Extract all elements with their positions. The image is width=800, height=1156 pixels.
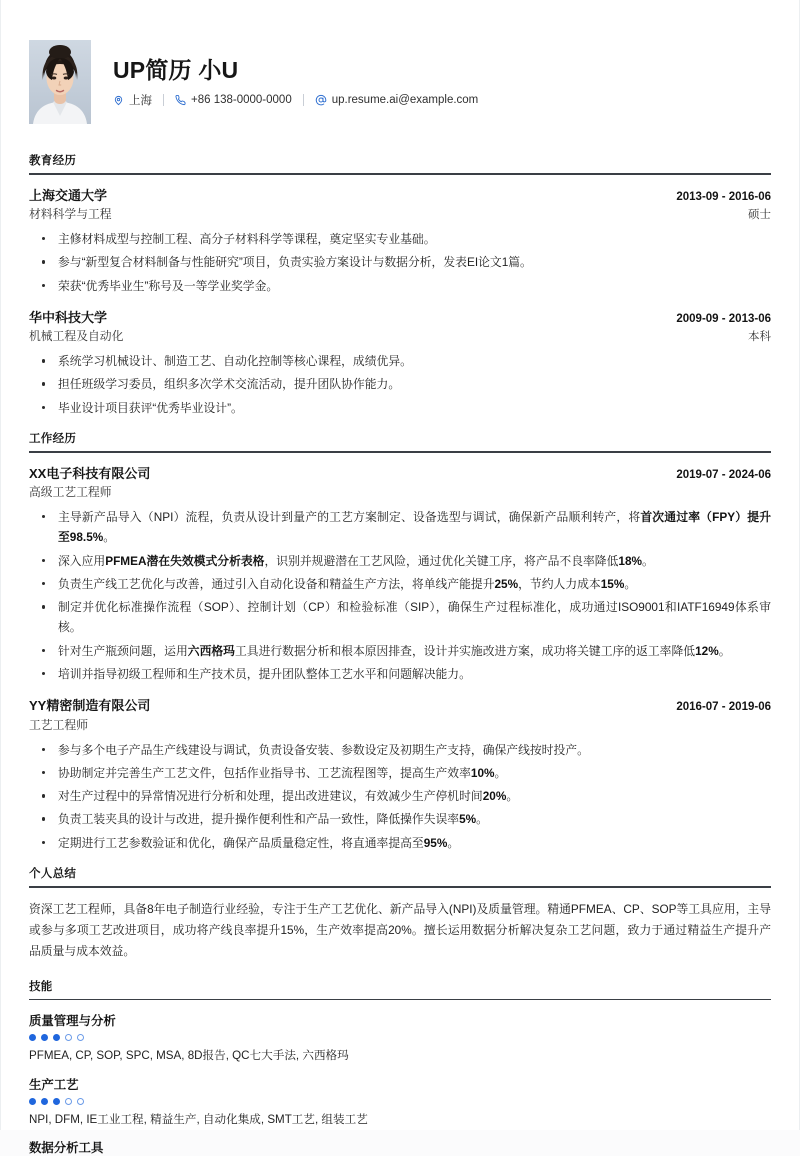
resume-header — [29, 0, 771, 146]
section-education — [29, 152, 771, 418]
list-item: 负责工装夹具的设计与改进，提升操作便利性和产品一致性，降低操作失误率5%。 — [29, 809, 771, 829]
education-entry — [29, 308, 771, 418]
contact-email — [315, 94, 479, 106]
list-item: 制定并优化标准操作流程（SOP）、控制计划（CP）和检验标准（SIP），确保生产过程标准化，成功通过ISO9001和IATF16949体系审核。 — [29, 597, 771, 638]
work-dates: 2016-07 - 2019-06 — [676, 701, 771, 714]
list-item: 深入应用PFMEA潜在失效模式分析表格，识别并规避潜在工艺风险，通过优化关键工序，将产品不良率降低18%。 — [29, 551, 771, 571]
education-entry — [29, 186, 771, 296]
education-degree: 本科 — [748, 331, 771, 344]
contact-list — [113, 92, 771, 108]
skill-item-list: NPI, DFM, IE工业工程, 精益生产, 自动化集成, SMT工艺, 组装工艺 — [29, 1112, 368, 1126]
list-item: 协助制定并完善生产工艺文件，包括作业指导书、工艺流程图等，提高生产效率10%。 — [29, 763, 771, 783]
page-title: UP简历 小U — [113, 56, 239, 83]
section-skills — [29, 978, 771, 1156]
contact-phone — [175, 94, 292, 106]
education-major: 机械工程及自动化 — [29, 329, 124, 344]
education-dates: 2013-09 - 2016-06 — [676, 190, 771, 203]
location-pin-icon — [113, 95, 124, 106]
rating-dot-empty — [77, 1098, 84, 1105]
list-item: 参与“新型复合材料制备与性能研究”项目，负责实验方案设计与数据分析，发表EI论文1篇。 — [29, 252, 771, 272]
list-item: 培训并指导初级工程师和生产技术员，提升团队整体工艺水平和问题解决能力。 — [29, 664, 771, 684]
work-entry — [29, 696, 771, 853]
work-bullets — [29, 507, 771, 684]
work-entry — [29, 464, 771, 685]
skill-group-name: 生产工艺 — [29, 1077, 79, 1092]
skill-group-name: 数据分析工具 — [29, 1141, 104, 1156]
skill-group-name: 质量管理与分析 — [29, 1014, 116, 1029]
rating-dot-filled — [53, 1098, 60, 1105]
education-bullets — [29, 351, 771, 418]
rating-dot-filled — [29, 1034, 36, 1041]
list-item: 对生产过程中的异常情况进行分析和处理，提出改进建议，有效减少生产停机时间20%。 — [29, 786, 771, 806]
section-work — [29, 430, 771, 853]
section-title-summary: 个人总结 — [29, 868, 77, 881]
list-item: 系统学习机械设计、制造工艺、自动化控制等核心课程，成绩优异。 — [29, 351, 771, 371]
work-title: 高级工艺工程师 — [29, 485, 112, 500]
summary-text: 资深工艺工程师，具备8年电子制造行业经验，专注于生产工艺优化、新产品导入(NPI)及质量管理。精通PFMEA、CP、SOP等工具应用，主导或参与多项工艺改进项目，成功将产线良率提升15%，生产效率提高20%。擅长运用数据分析解决复杂工艺问题，致力于通过精益生产提升产品质量与成本效益。 — [29, 901, 771, 958]
list-item: 主导新产品导入（NPI）流程，负责从设计到量产的工艺方案制定、设备选型与调试，确保新产品顺利转产，将首次通过率（FPY）提升至98.5%。 — [29, 507, 771, 548]
phone-icon — [175, 95, 186, 106]
contact-email-label: up.resume.ai@example.com — [331, 94, 479, 107]
education-degree: 硕士 — [748, 209, 771, 222]
list-item: 定期进行工艺参数验证和优化，确保产品质量稳定性，将直通率提高至95%。 — [29, 833, 771, 853]
avatar — [29, 40, 91, 124]
education-org: 上海交通大学 — [29, 187, 108, 203]
list-item: 荣获“优秀毕业生”称号及一等学业奖学金。 — [29, 276, 771, 296]
skill-group — [29, 1075, 771, 1130]
skill-rating — [29, 1098, 771, 1105]
section-title-education: 教育经历 — [29, 155, 77, 167]
section-title-skills: 技能 — [29, 980, 53, 993]
rating-dot-filled — [41, 1098, 48, 1105]
section-divider — [29, 451, 771, 453]
work-dates: 2019-07 - 2024-06 — [676, 468, 771, 481]
skill-group — [29, 1011, 771, 1066]
rating-dot-filled — [41, 1034, 48, 1041]
work-title: 工艺工程师 — [29, 717, 88, 732]
rating-dot-empty — [65, 1034, 72, 1041]
at-email-icon — [315, 94, 327, 106]
identity-block — [113, 56, 771, 109]
list-item: 毕业设计项目获评“优秀毕业设计”。 — [29, 398, 771, 418]
list-item: 担任班级学习委员，组织多次学术交流活动，提升团队协作能力。 — [29, 374, 771, 394]
skill-group — [29, 1138, 771, 1156]
education-bullets — [29, 229, 771, 296]
rating-dot-empty — [77, 1034, 84, 1041]
education-dates: 2009-09 - 2013-06 — [676, 312, 771, 325]
section-divider — [29, 999, 771, 1001]
rating-dot-filled — [29, 1098, 36, 1105]
list-item: 参与多个电子产品生产线建设与调试，负责设备安装、参数设定及初期生产支持，确保产线按时投产。 — [29, 740, 771, 760]
list-item: 主修材料成型与控制工程、高分子材料科学等课程，奠定坚实专业基础。 — [29, 229, 771, 249]
work-bullets — [29, 740, 771, 853]
contact-separator — [163, 94, 164, 106]
rating-dot-empty — [65, 1098, 72, 1105]
section-divider — [29, 886, 771, 888]
skill-rating — [29, 1034, 771, 1041]
contact-phone-label: +86 138-0000-0000 — [191, 94, 292, 107]
work-company: XX电子科技有限公司 — [29, 465, 151, 481]
skill-item-list: PFMEA, CP, SOP, SPC, MSA, 8D报告, QC七大手法, 六西格玛 — [29, 1049, 349, 1063]
section-summary — [29, 865, 771, 962]
education-major: 材料科学与工程 — [29, 207, 112, 222]
contact-location — [113, 92, 152, 108]
contact-separator — [303, 94, 304, 106]
contact-location-label: 上海 — [129, 95, 152, 108]
section-divider — [29, 173, 771, 175]
list-item: 针对生产瓶颈问题，运用六西格玛工具进行数据分析和根本原因排查，设计并实施改进方案，成功将关键工序的返工率降低12%。 — [29, 641, 771, 661]
section-title-work: 工作经历 — [29, 433, 77, 446]
rating-dot-filled — [53, 1034, 60, 1041]
education-org: 华中科技大学 — [29, 309, 108, 325]
list-item: 负责生产线工艺优化与改善，通过引入自动化设备和精益生产方法，将单线产能提升25%，节约人力成本15%。 — [29, 574, 771, 594]
work-company: YY精密制造有限公司 — [29, 698, 151, 714]
